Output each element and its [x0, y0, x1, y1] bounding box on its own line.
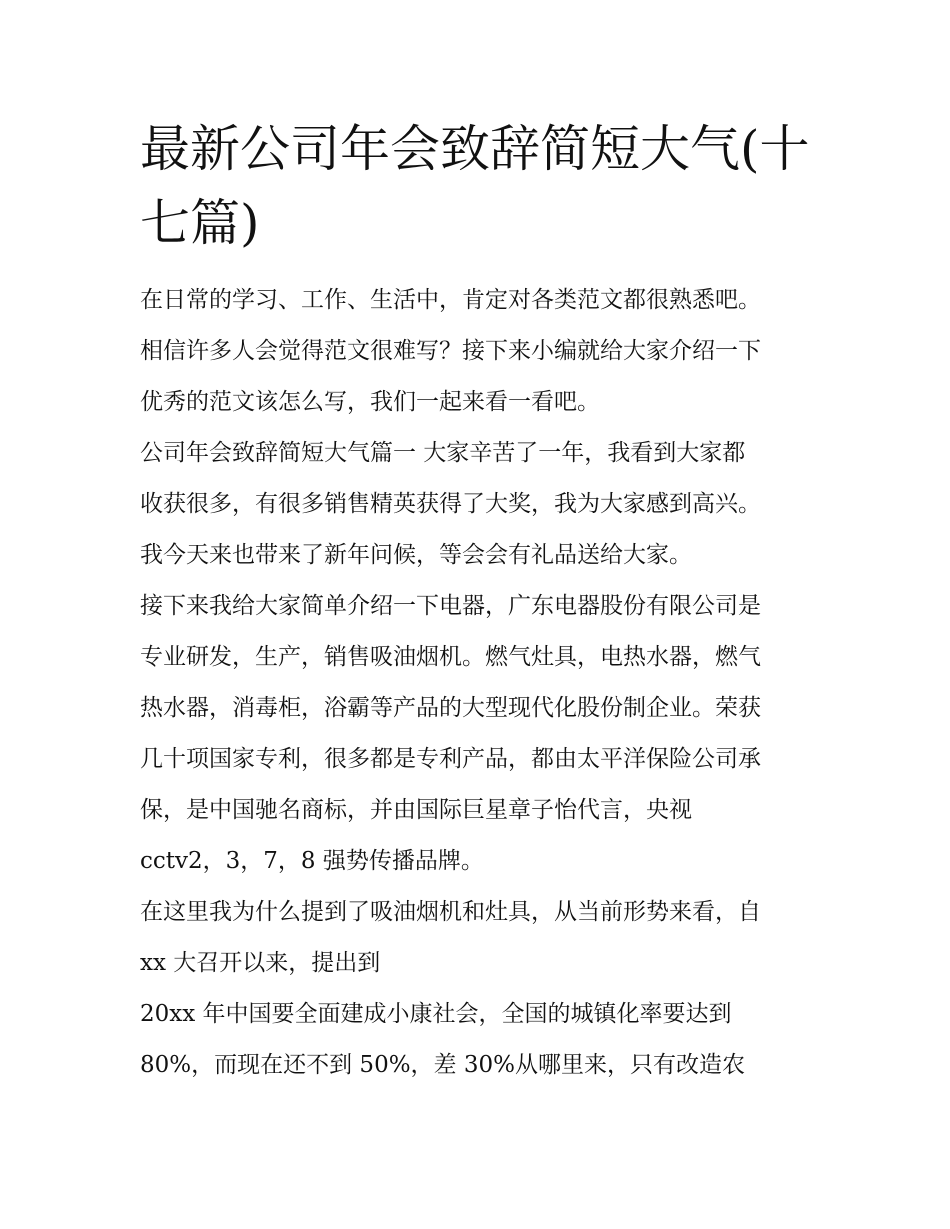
text-line: 我今天来也带来了新年问候，等会会有礼品送给大家。	[140, 542, 692, 568]
text-line: xx 大召开以来，提出到	[140, 950, 381, 976]
text-line: 80%，而现在还不到 50%，差 30%从哪里来，只有改造农	[140, 1052, 745, 1078]
text-line: 几十项国家专利，很多都是专利产品，都由太平洋保险公司承	[140, 746, 761, 772]
text-line: 优秀的范文该怎么写，我们一起来看一看吧。	[140, 389, 600, 415]
text-line: 保，是中国驰名商标，并由国际巨星章子怡代言，央视	[140, 797, 692, 823]
text-line: 在日常的学习、工作、生活中，肯定对各类范文都很熟悉吧。	[140, 287, 761, 313]
text-line: 接下来我给大家简单介绍一下电器，广东电器股份有限公司是	[140, 593, 761, 619]
text-line: 热水器，消毒柜，浴霸等产品的大型现代化股份制企业。荣获	[140, 695, 761, 721]
text-line: 公司年会致辞简短大气篇一 大家辛苦了一年，我看到大家都	[140, 440, 746, 466]
text-line: 在这里我为什么提到了吸油烟机和灶具，从当前形势来看，自	[140, 899, 761, 925]
page-title	[140, 112, 820, 260]
title-line-1: 最新公司年会致辞简短大气(十	[140, 120, 810, 178]
text-line: 收获很多，有很多销售精英获得了大奖，我为大家感到高兴。	[140, 491, 761, 517]
text-line: cctv2，3，7，8 强势传播品牌。	[140, 848, 484, 874]
text-line: 20xx 年中国要全面建成小康社会，全国的城镇化率要达到	[140, 1001, 732, 1027]
text-line: 相信许多人会觉得范文很难写？接下来小编就给大家介绍一下	[140, 338, 761, 364]
text-line: 专业研发，生产，销售吸油烟机。燃气灶具，电热水器，燃气	[140, 644, 761, 670]
title-line-2: 七篇)	[140, 194, 260, 252]
